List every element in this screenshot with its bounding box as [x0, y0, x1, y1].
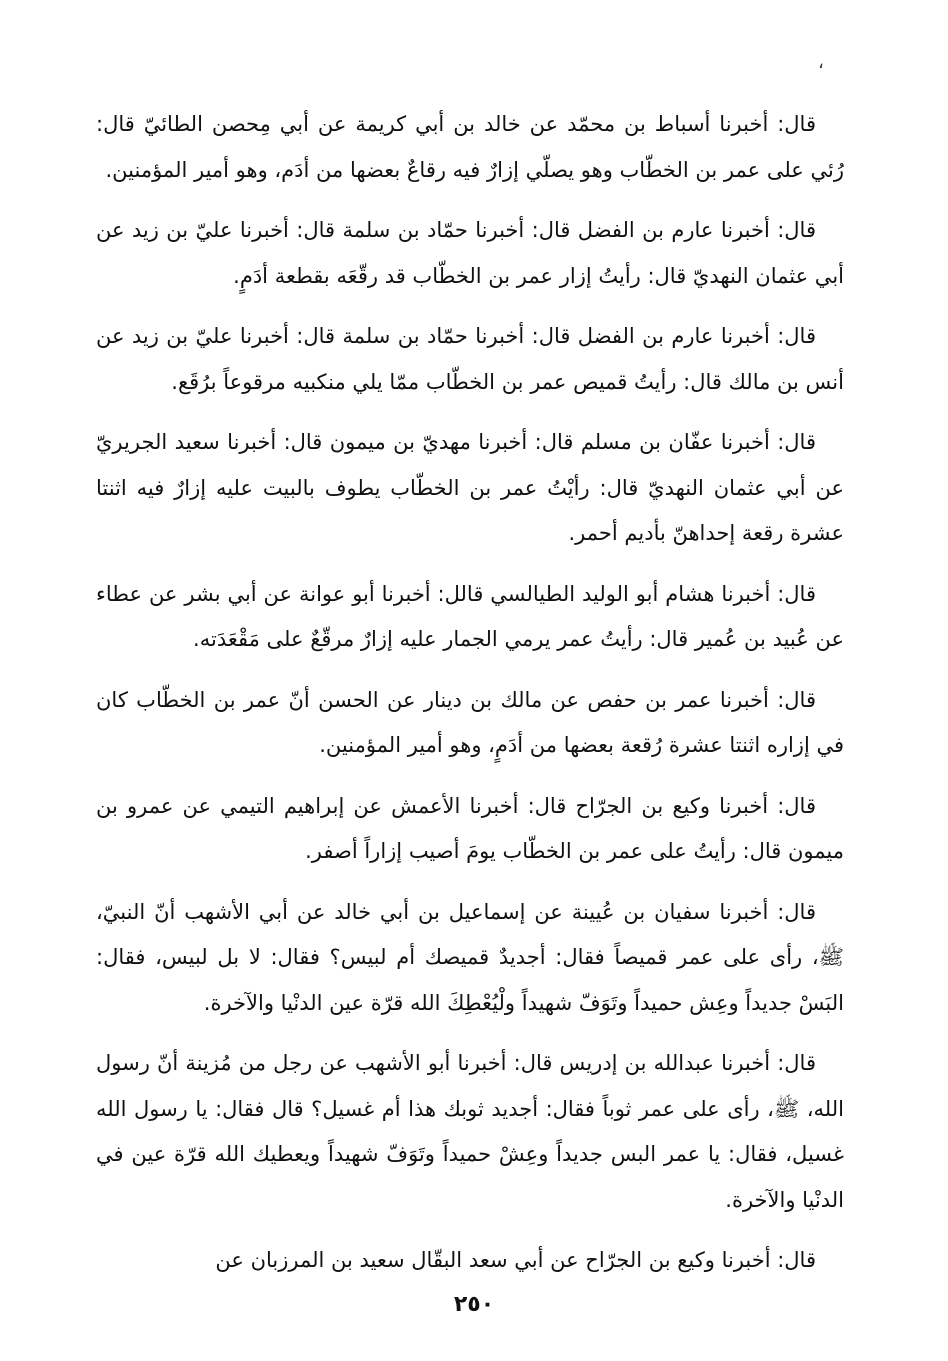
paragraph: قال: أخبرنا عارم بن الفضل قال: أخبرنا حمّاد بن سلمة قال: أخبرنا عليّ بن زيد عن أبي عثمان النهديّ قال: رأيتُ إزار عمر بن الخطّاب قد رقّعَه بقطعة أدَمٍ. — [96, 218, 844, 288]
page-number: ٢٥٠ — [453, 1292, 495, 1317]
paragraph: قال: أخبرنا عبدالله بن إدريس قال: أخبرنا أبو الأشهب عن رجل من مُزينة أنّ رسول الله، ﷺ، رأى على عمر ثوباً فقال: أجديد ثوبك هذا أم غسيل؟ قال فقال: يا رسول الله غسيل، فقال: يا عمر البس جديداً وعِشْ حميداً وتَوَفّ شهيداً ويعطيك الله قرّة عين في الدنْيا والآخرة. — [96, 1051, 844, 1212]
paragraph: قال: أخبرنا عفّان بن مسلم قال: أخبرنا مهديّ بن ميمون قال: أخبرنا سعيد الجريريّ عن أبي عثمان النهديّ قال: رأيْتُ عمر بن الخطّاب يطوف بالبيت عليه إزارٌ فيه اثنتا عشرة رقعة إحداهنّ بأديم أحمر. — [96, 430, 844, 545]
paragraph: قال: أخبرنا سفيان بن عُيينة عن إسماعيل بن أبي خالد عن أبي الأشهب أنّ النبيّ، ﷺ، رأى على عمر قميصاً فقال: أجديدٌ قميصك أم لبيس؟ فقال: لا بل لبيس، فقال: البَسْ جديداً وعِش حميداً وتَوَفّ شهيداً ولْيُعْطِكَ الله قرّة عين الدنْيا والآخرة. — [96, 899, 844, 1015]
top-mark: ، — [818, 52, 824, 73]
paragraph: قال: أخبرنا عارم بن الفضل قال: أخبرنا حمّاد بن سلمة قال: أخبرنا عليّ بن زيد عن أنس بن مالك قال: رأيتُ قميص عمر بن الخطّاب ممّا يلي منكبيه مرقوعاً برُقَع. — [96, 324, 844, 394]
paragraph: قال: أخبرنا وكيع بن الجرّاح قال: أخبرنا الأعمش عن إبراهيم التيمي عن عمرو بن ميمون قال: رأيتُ على عمر بن الخطّاب يومَ أصيب إزاراً أصفر. — [96, 793, 844, 863]
paragraph: قال: أخبرنا عمر بن حفص عن مالك بن دينار عن الحسن أنّ عمر بن الخطّاب كان في إزاره اثنتا عشرة رُقعة بعضها من أدَمٍ، وهو أمير المؤمنين. — [96, 687, 844, 757]
page-text — [96, 102, 844, 1284]
paragraph: قال: أخبرنا أسباط بن محمّد عن خالد بن أبي كريمة عن أبي مِحصن الطائيّ قال: رُئي على عمر بن الخطّاب وهو يصلّي إزارٌ فيه رقاعٌ بعضها من أدَم، وهو أمير المؤمنين. — [96, 112, 844, 182]
paragraph: قال: أخبرنا هشام أبو الوليد الطيالسي قالل: أخبرنا أبو عوانة عن أبي بشر عن عطاء عن عُبيد بن عُمير قال: رأيتُ عمر يرمي الجمار عليه إزارٌ مرقّعٌ على مَقْعَدَته. — [96, 581, 844, 651]
paragraph: قال: أخبرنا وكيع بن الجرّاح عن أبي سعد البقّال سعيد بن المرزبان عن — [215, 1248, 816, 1272]
